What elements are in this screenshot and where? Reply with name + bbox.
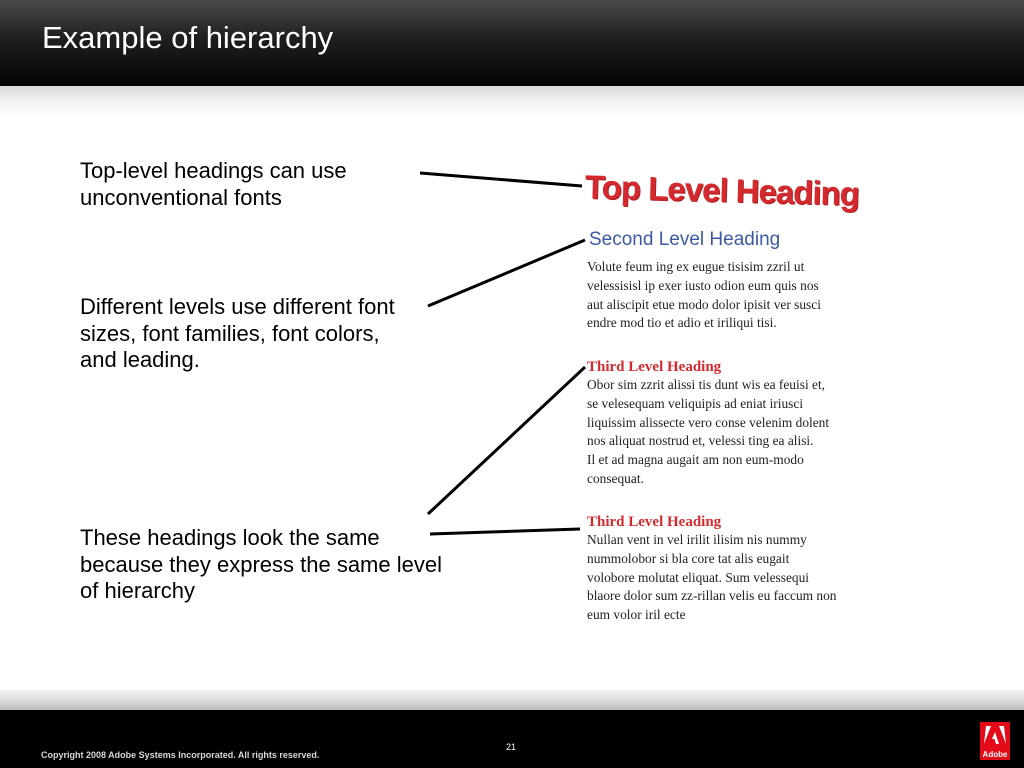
sample-body-2: Obor sim zzrit alissi tis dunt wis ea feuisi et, se velesequam veliquipis ad eniat iriusci liquissim alissecte vero conse velenim dolent nos aliquat nostrud et, velessi ting ea alisi. [587,377,830,449]
note-different-levels: Different levels use different font sizes, font families, font colors, and leading. [80,294,395,372]
adobe-logo-text: Adobe [982,750,1008,759]
connector-third-level-2 [430,529,580,534]
slide-title: Example of hierarchy [42,20,334,55]
copyright-text: Copyright 2008 Adobe Systems Incorporated. All rights reserved. [41,750,320,760]
note-same-hierarchy: These headings look the same because they express the same level of hierarchy [80,525,442,603]
sample-block-3 [587,514,837,625]
header-fade [0,86,1024,118]
sample-third-level-heading-2: Third Level Heading [587,514,722,530]
connector-third-level-1 [428,367,585,514]
connector-second-level [428,240,585,306]
sample-top-level-heading: Top Level Heading [584,168,860,213]
note-top-level: Top-level headings can use unconventional fonts [80,158,347,210]
sample-body-1: Volute feum ing ex eugue tisisim zzril ut velessisisl ip exer iusto odion eum quis nos aut aliscipit etue modo dolor ipisit ver susci endre mod tio et adio et iriliqui tisi. [587,259,821,331]
footer-strip [0,690,1024,710]
sample-body-4: Nullan vent in vel irilit ilisim nis nummy nummolobor si bla core tat alis eugait volobore molutat eliquat. Sum velessequi blaore dolor sum zz-rillan velis eu faccum non eum volor iril ecte [587,532,837,623]
sample-third-level-heading-1: Third Level Heading [587,359,722,375]
sample-block-1 [587,258,837,333]
sample-body-3: Il et ad magna augait am non eum-modo consequat. [587,452,804,486]
adobe-a-icon [980,722,1010,748]
sample-block-2 [587,359,837,489]
adobe-logo [980,722,1010,760]
page-number: 21 [506,742,517,752]
sample-second-level-heading: Second Level Heading [589,229,781,250]
